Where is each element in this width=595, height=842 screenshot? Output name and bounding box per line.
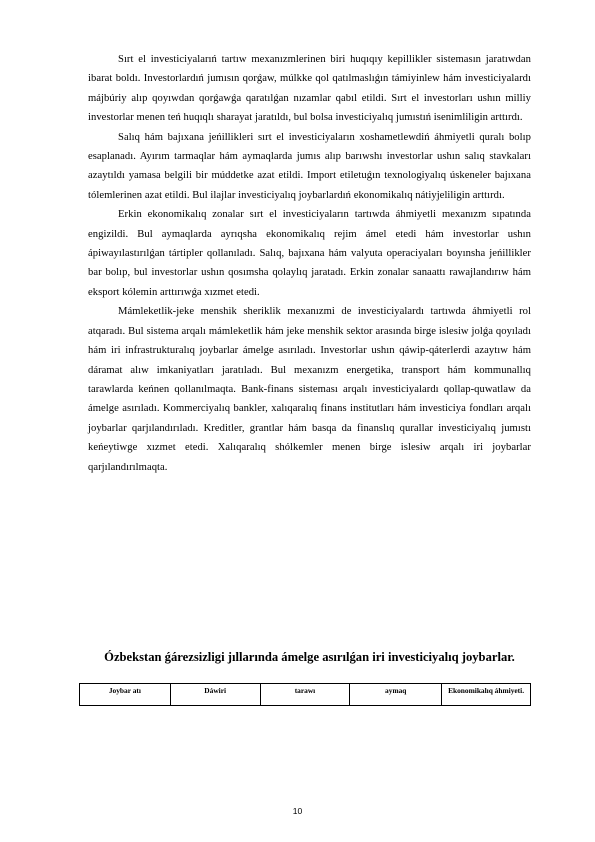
paragraph-tax-customs: Salıq hám bajıxana jeńillikleri sırt el investiciyaların xoshametlewdiń áhmiyetli quralı bolıp esaplanadı. Ayırım tarmaqlar hám aymaqlarda jumıs alıp barıwshı investorlar ushın salıq stavkaları azaytıldı yamasa belgili bir múddetke azat etildi. Import etiletuǵın texnologiyalıq úskeneler bajıxana tólemlerinen azat etildi. Bul ilajlar investiciyalıq joybarlardıń ekonomikalıq nátiyjeliligin arttırdı. <box>88 131 531 201</box>
paragraph-public-private-partnership: Mámleketlik-jeke menshik sheriklik mexanızmi de investiciyalardı tartıwda áhmiyetli rol atqaradı. Bul sistema arqalı mámleketlik hám jeke menshik sektor arasında birge islesiw jolǵa qoyıladı hám iri infrastrukturalıq joybarlar ámelge asırıladı. Investorlar ushın qáwip-qáterlerdi azaytıw hám dáramat alıw imkaniyatları jaratıladı. Bul mexanızm energetika, transport hám kommunallıq tarawlarda keńnen qollanılmaqta. Bank-finans sisteması arqalı investiciyalardı qollap-quwatlaw da ámelge asırıladı. Kommerciyalıq bankler, xalıqaralıq finans institutları hám investiciya fondları arqalı joybarlar qarjılandırıladı. Kreditler, grantlar hám basqa da finanslıq qurallar investiciyalıq jumıstı keńeytiwge xızmet etedi. Xalıqaralıq shólkemler menen birge islesiw arqalı iri joybarlar qarjılandırılmaqta. <box>88 306 531 473</box>
page-number: 10 <box>292 806 303 816</box>
paragraph-free-economic-zones: Erkin ekonomikalıq zonalar sırt el investiciyaların tartıwda áhmiyetli mexanızm sıpatında engizildi. Bul aymaqlarda ayrıqsha ekonomikalıq rejim ámel etedi hám investorlar ushın ápiwayılastırılǵan tártipler qollanıladı. Salıq, bajıxana hám valyuta operaciyaları boyınsha jeńillikler bar bolıp, bul investorlar ushın qosımsha qolaylıq jaratadı. Erkin zonalar sanaattı rawajlandırıw hám eksport kólemin arttırıwǵa xızmet etedi. <box>88 209 531 298</box>
paragraph-legal-guarantees: Sırt el investiciyalarıń tartıw mexanızmlerinen biri huqıqıy kepillikler sistemasın jaratıwdan ibarat boldı. Investorlardıń jumısın qorǵaw, múlkke qol qatılmaslıǵın támiyinlew hám investiciyalardı májbúriy alıp qoyıwdan qorǵawǵa qaratılǵan nızamlar qabıl etildi. Sırt el investorları ushın milliy investorlar menen teń huqıqlı sharayat jaratıldı, bul bolsa investiciyalıq jumıstıń isenimliligin arttırdı. <box>88 54 531 124</box>
table-header-period: Dáwiri <box>170 684 260 706</box>
projects-table <box>79 683 531 706</box>
table-header-sector: tarawı <box>260 684 350 706</box>
table-header-region: aymaq <box>350 684 442 706</box>
table-header-economic-importance: Ekonomikalıq áhmiyeti. <box>442 684 531 706</box>
table-header-row <box>80 684 531 706</box>
body-text <box>88 50 531 477</box>
table-header-project-name: Joybar atı <box>80 684 171 706</box>
section-title: Ózbekstan ǵárezsizligi jıllarında ámelge asırılǵan iri investiciyalıq joybarlar. <box>104 650 515 664</box>
